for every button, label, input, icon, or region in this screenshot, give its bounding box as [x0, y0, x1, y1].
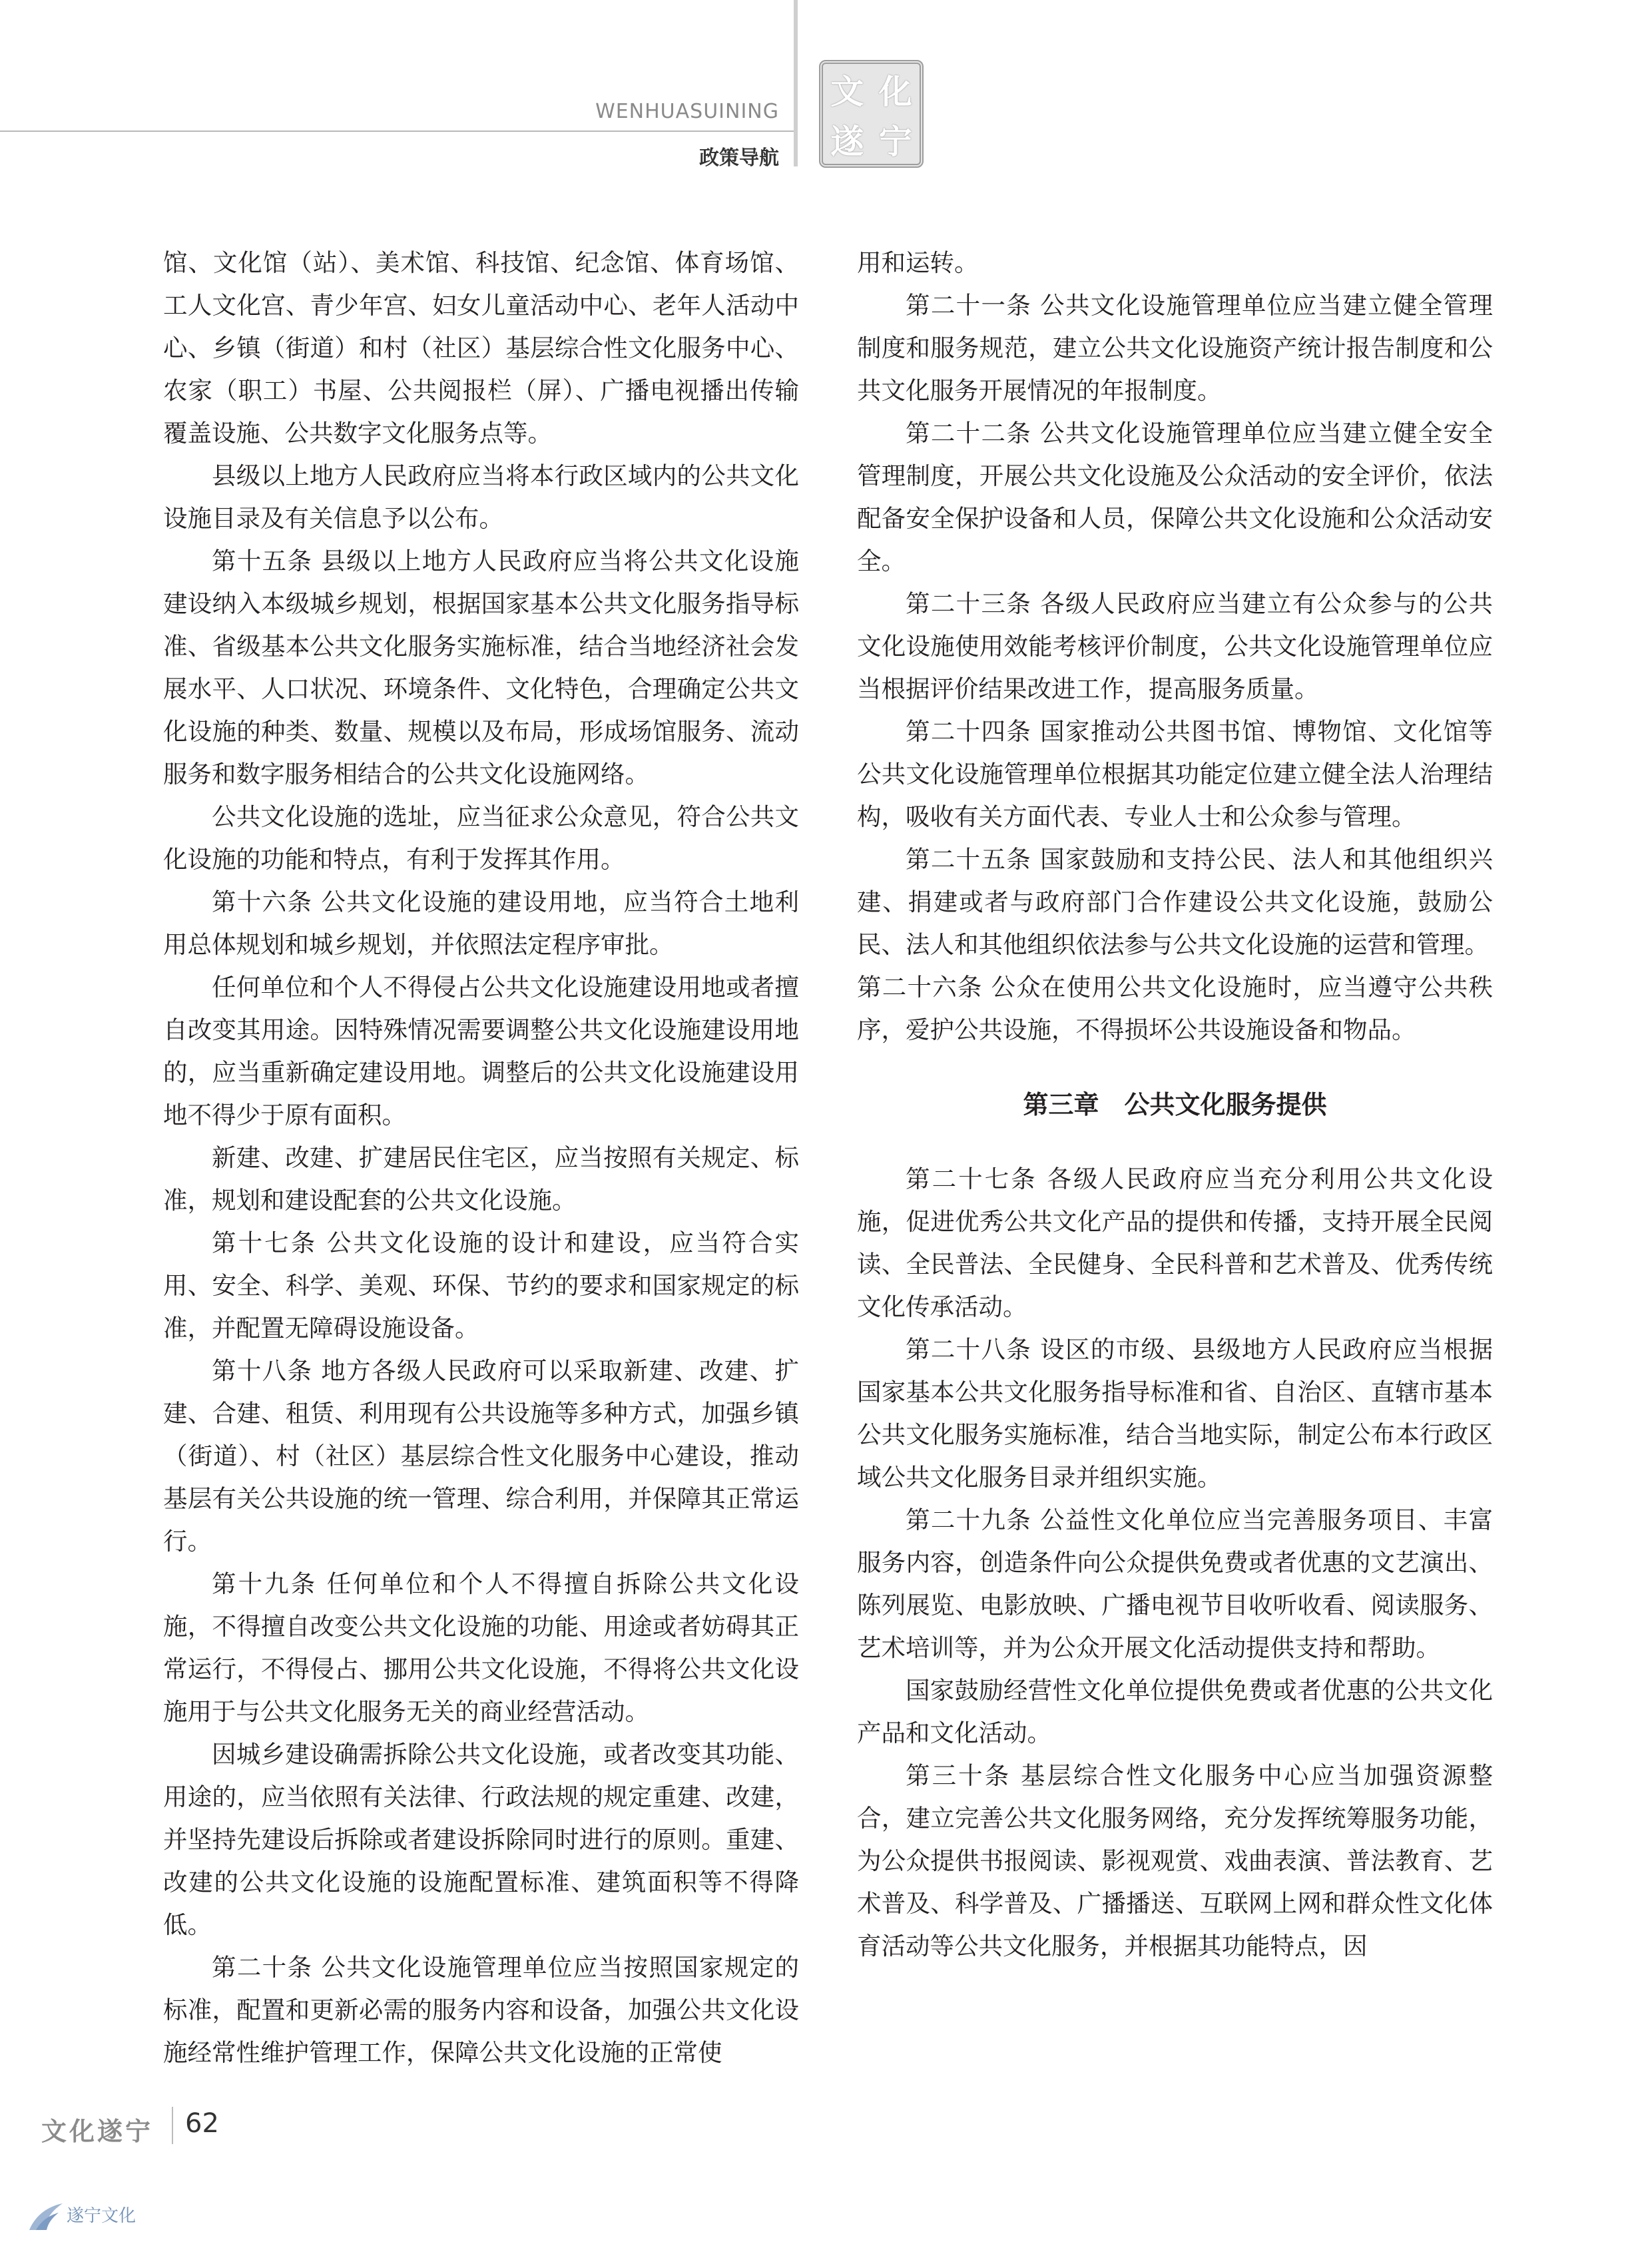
- seal-char: 宁: [878, 121, 912, 161]
- paragraph: 国家鼓励经营性文化单位提供免费或者优惠的公共文化产品和文化活动。: [857, 1676, 1493, 1747]
- paragraph: 第十五条 县级以上地方人民政府应当将公共文化设施建设纳入本级城乡规划，根据国家基本公共文化服务指导标准、省级基本公共文化服务实施标准，结合当地经济社会发展水平、人口状况、环境条件、文化特色，合理确定公共文化设施的种类、数量、规模以及布局，形成场馆服务、流动服务和数字服务相结合的公共文化设施网络。: [163, 547, 799, 788]
- footer-logo: 文化遂宁: [41, 2116, 154, 2146]
- paragraph: 第二十二条 公共文化设施管理单位应当建立健全安全管理制度，开展公共文化设施及公众活动的安全评价，依法配备安全保护设备和人员，保障公共文化设施和公众活动安全。: [857, 419, 1493, 575]
- paragraph: 第十七条 公共文化设施的设计和建设，应当符合实用、安全、科学、美观、环保、节约的要求和国家规定的标准，并配置无障碍设施设备。: [163, 1229, 799, 1342]
- paragraph: 县级以上地方人民政府应当将本行政区域内的公共文化设施目录及有关信息予以公布。: [163, 461, 799, 533]
- paragraph: 公共文化设施的选址，应当征求公众意见，符合公共文化设施的功能和特点，有利于发挥其作用。: [163, 802, 799, 874]
- page-number: 62: [185, 2108, 219, 2139]
- paragraph: 第十九条 任何单位和个人不得擅自拆除公共文化设施，不得擅自改变公共文化设施的功能、用途或者妨碍其正常运行，不得侵占、挪用公共文化设施，不得将公共文化设施用于与公共文化服务无关的商业经营活动。: [163, 1569, 799, 1726]
- paragraph: 第二十条 公共文化设施管理单位应当按照国家规定的标准，配置和更新必需的服务内容和设备，加强公共文化设施经常性维护管理工作，保障公共文化设施的正常使: [163, 1953, 799, 2067]
- paragraph: 第十八条 地方各级人民政府可以采取新建、改建、扩建、合建、租赁、利用现有公共设施等多种方式，加强乡镇（街道）、村（社区）基层综合性文化服务中心建设，推动基层有关公共设施的统一管理、综合利用，并保障其正常运行。: [163, 1356, 799, 1555]
- left-text-column: [163, 242, 799, 2074]
- header-english-title: WENHUASUINING: [595, 100, 779, 123]
- magazine-seal-logo: [819, 60, 924, 168]
- header-rule: [0, 131, 794, 132]
- chapter-heading: 第三章 公共文化服务提供: [1023, 1090, 1327, 1119]
- paragraph: 任何单位和个人不得侵占公共文化设施建设用地或者擅自改变其用途。因特殊情况需要调整公共文化设施建设用地的，应当重新确定建设用地。调整后的公共文化设施建设用地不得少于原有面积。: [163, 973, 799, 1129]
- watermark: [27, 2201, 180, 2235]
- paragraph: 第二十五条 国家鼓励和支持公民、法人和其他组织兴建、捐建或者与政府部门合作建设公共文化设施，鼓励公民、法人和其他组织依法参与公共文化设施的运营和管理。: [857, 845, 1493, 959]
- right-text-column: [857, 242, 1493, 1968]
- header-section-title: 政策导航: [699, 146, 779, 170]
- paragraph: 第二十四条 国家推动公共图书馆、博物馆、文化馆等公共文化设施管理单位根据其功能定位建立健全法人治理结构，吸收有关方面代表、专业人士和公众参与管理。: [857, 717, 1493, 831]
- header-vertical-rule: [794, 0, 798, 166]
- paragraph: 第二十八条 设区的市级、县级地方人民政府应当根据国家基本公共文化服务指导标准和省、自治区、直辖市基本公共文化服务实施标准，结合当地实际，制定公布本行政区域公共文化服务目录并组织实施。: [857, 1335, 1493, 1492]
- paragraph: 第二十六条 公众在使用公共文化设施时，应当遵守公共秩序，爱护公共设施，不得损坏公共设施设备和物品。: [857, 973, 1493, 1044]
- wing-icon: [27, 2201, 64, 2234]
- footer-divider: [172, 2107, 173, 2144]
- paragraph: 第十六条 公共文化设施的建设用地，应当符合土地利用总体规划和城乡规划，并依照法定程序审批。: [163, 888, 799, 959]
- paragraph: 第三十条 基层综合性文化服务中心应当加强资源整合，建立完善公共文化服务网络，充分发挥统筹服务功能，为公众提供书报阅读、影视观赏、戏曲表演、普法教育、艺术普及、科学普及、广播播送、互联网上网和群众性文化体育活动等公共文化服务，并根据其功能特点，因: [857, 1761, 1493, 1960]
- paragraph: 第二十九条 公益性文化单位应当完善服务项目、丰富服务内容，创造条件向公众提供免费或者优惠的文艺演出、陈列展览、电影放映、广播电视节目收听收看、阅读服务、艺术培训等，并为公众开展文化活动提供支持和帮助。: [857, 1506, 1493, 1662]
- paragraph: 第二十七条 各级人民政府应当充分利用公共文化设施，促进优秀公共文化产品的提供和传播，支持开展全民阅读、全民普法、全民健身、全民科普和艺术普及、优秀传统文化传承活动。: [857, 1165, 1493, 1321]
- paragraph: 第二十三条 各级人民政府应当建立有公众参与的公共文化设施使用效能考核评价制度，公共文化设施管理单位应当根据评价结果改进工作，提高服务质量。: [857, 589, 1493, 703]
- seal-char: 遂: [830, 121, 864, 161]
- paragraph: 新建、改建、扩建居民住宅区，应当按照有关规定、标准，规划和建设配套的公共文化设施。: [163, 1143, 799, 1215]
- paragraph: 用和运转。: [857, 248, 979, 277]
- paragraph: 因城乡建设确需拆除公共文化设施，或者改变其功能、用途的，应当依照有关法律、行政法规的规定重建、改建，并坚持先建设后拆除或者建设拆除同时进行的原则。重建、改建的公共文化设施的设施配置标准、建筑面积等不得降低。: [163, 1740, 799, 1939]
- watermark-text: 遂宁文化: [67, 2206, 137, 2226]
- paragraph: 第二十一条 公共文化设施管理单位应当建立健全管理制度和服务规范，建立公共文化设施资产统计报告制度和公共文化服务开展情况的年报制度。: [857, 291, 1493, 405]
- seal-char: 化: [878, 71, 912, 111]
- paragraph: 馆、文化馆（站）、美术馆、科技馆、纪念馆、体育场馆、工人文化宫、青少年宫、妇女儿童活动中心、老年人活动中心、乡镇（街道）和村（社区）基层综合性文化服务中心、农家（职工）书屋、公共阅报栏（屏）、广播电视播出传输覆盖设施、公共数字文化服务点等。: [163, 248, 799, 447]
- seal-char: 文: [830, 71, 864, 111]
